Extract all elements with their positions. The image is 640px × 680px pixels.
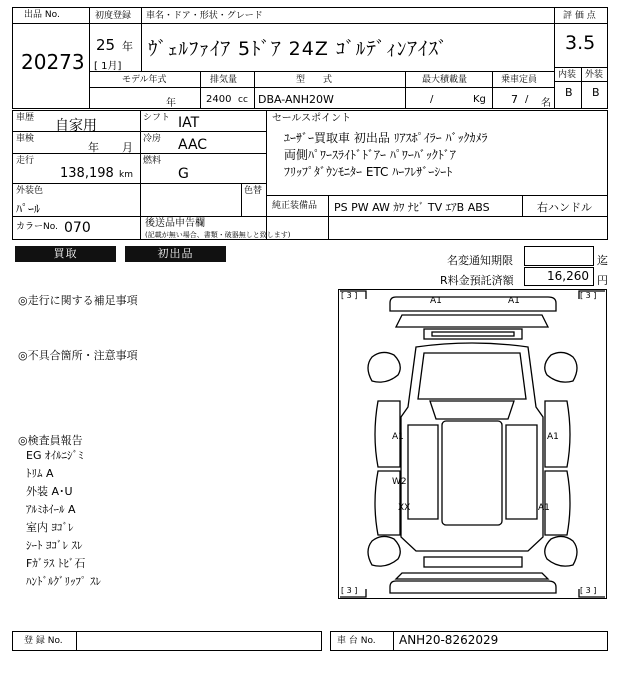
type-label: 型 式 — [296, 75, 333, 85]
score-value: 3.5 — [565, 32, 596, 54]
name-change-label: 名変通知期限 — [447, 254, 513, 267]
color-no-value: 070 — [64, 220, 91, 236]
sales-point-line: 両側ﾊﾟﾜｰｽﾗｲﾄﾞﾄﾞｱｰ ﾊﾟﾜｰﾊﾞｯｸﾄﾞｱ — [284, 148, 456, 162]
report-line: ｱﾙﾐﾎｲｰﾙ A — [26, 503, 76, 516]
divider — [328, 195, 329, 216]
inspection-year-unit: 年 — [88, 141, 99, 154]
divider — [12, 183, 266, 184]
recycle-label: R料金預託済額 — [440, 274, 514, 287]
corner-label-top-left: [ 3 ] — [341, 291, 358, 300]
divider — [12, 216, 608, 217]
inspector-report-title: ◎検査員報告 — [18, 434, 83, 447]
displacement-label: 排気量 — [210, 75, 238, 85]
ac-value: AAC — [178, 137, 208, 153]
divider — [581, 67, 582, 109]
max-load-unit: Kg — [473, 94, 486, 105]
history-label: 車歴 — [16, 113, 35, 123]
type-value: DBA-ANH20W — [258, 93, 334, 106]
interior-grade-label: 内装 — [558, 70, 577, 80]
lot-number: 20273 — [21, 50, 85, 74]
capacity-label: 乗車定員 — [501, 75, 538, 85]
fuel-value: G — [178, 166, 189, 182]
model-year-unit: 年 — [166, 98, 176, 109]
damage-mark-right-rear: A1 — [538, 503, 550, 513]
max-load-label: 最大積載量 — [422, 75, 468, 85]
capacity-unit: 名 — [541, 98, 551, 109]
divider — [254, 71, 255, 109]
damage-mark-right-front-door: A1 — [547, 432, 559, 442]
fuel-label: 燃料 — [143, 156, 162, 166]
divider — [140, 110, 141, 240]
divider — [393, 631, 394, 651]
inspection-label: 車検 — [16, 134, 35, 144]
damage-mark-front-left: A1 — [430, 296, 442, 306]
damage-mark-left-front-door: A1 — [392, 432, 404, 442]
report-line: 室内 ﾖｺﾞﾚ — [26, 521, 74, 534]
first-reg-year-unit: 年 — [122, 40, 133, 53]
divider — [141, 23, 142, 71]
model-year-label: モデル年式 — [122, 75, 167, 85]
corner-label-top-right: [ 3 ] — [580, 291, 597, 300]
report-line: ﾊﾝﾄﾞﾙｸﾞﾘｯﾌﾟ ｽﾚ — [26, 575, 101, 588]
first-reg-month: [ 1月] — [94, 61, 122, 72]
damage-mark-front-right: A1 — [508, 296, 520, 306]
color-change-label: 色替 — [244, 186, 263, 196]
first-reg-year: 25 — [96, 36, 116, 54]
score-label: 評 価 点 — [563, 11, 596, 21]
shift-value: IAT — [178, 115, 200, 131]
inspection-month-unit: 月 — [122, 141, 133, 154]
vehicle-name: ｳﾞｪﾙﾌｧｲｱ 5ﾄﾞｱ 24Z ｺﾞﾙﾃﾞｨﾝｱｲｽﾞ — [148, 38, 449, 60]
buy-badge: 買取 — [15, 246, 116, 262]
divider — [76, 631, 77, 651]
divider — [141, 7, 142, 23]
chassis-number: ANH20-8262029 — [399, 633, 499, 647]
recycle-unit: 円 — [597, 274, 608, 287]
chassis-label: 車 台 No. — [337, 636, 376, 646]
divider — [554, 23, 608, 24]
handle-value: 右ハンドル — [537, 201, 592, 214]
report-line: 外装 A･U — [26, 485, 73, 498]
exterior-color-value: ﾊﾟｰﾙ — [16, 202, 41, 216]
divider — [266, 195, 608, 196]
mileage-label: 走行 — [16, 156, 35, 166]
report-line: ﾄﾘﾑ A — [26, 467, 54, 480]
equipment-label: 純正装備品 — [272, 201, 318, 211]
divider — [89, 87, 554, 88]
divider — [89, 23, 554, 24]
recycle-value: 16,260 — [547, 269, 589, 283]
divider — [241, 183, 242, 216]
corner-label-bottom-left: [ 3 ] — [341, 586, 358, 595]
exterior-color-label: 外装色 — [16, 186, 44, 196]
divider — [492, 71, 493, 109]
damage-mark-left-rear-w: W2 — [392, 477, 407, 487]
divider — [328, 216, 329, 240]
name-change-box — [524, 246, 594, 266]
interior-grade: B — [565, 86, 573, 99]
divider — [405, 71, 406, 109]
docs-note: (記載が無い場合、書類・破器無しと致します) — [145, 231, 291, 239]
damage-mark-left-rear-xx: XX — [398, 503, 411, 513]
divider — [554, 81, 608, 82]
ac-label: 冷房 — [143, 134, 162, 144]
report-line: Fｶﾞﾗｽ ﾄﾋﾞ石 — [26, 557, 86, 570]
mileage-unit: km — [119, 170, 133, 180]
vehicle-name-label: 車名・ドア・形状・グレード — [146, 11, 263, 21]
displacement-unit: cc — [238, 95, 248, 105]
shift-label: シフト — [143, 113, 171, 123]
divider — [12, 23, 89, 24]
divider — [12, 131, 266, 132]
equipment-value: PS PW AW ｶﾜ ﾅﾋﾞ TV ｴｱB ABS — [334, 201, 490, 214]
report-line: ｼｰﾄ ﾖｺﾞﾚ ｽﾚ — [26, 539, 83, 552]
first-reg-label: 初度登録 — [95, 11, 132, 21]
exterior-grade: B — [592, 86, 600, 99]
divider — [89, 71, 554, 72]
sales-point-line: ﾌﾘｯﾌﾟﾀﾞｳﾝﾓﾆﾀｰ ETC ﾊｰﾌﾚｻﾞｰｼｰﾄ — [284, 165, 453, 179]
color-no-label: カラーNo. — [16, 222, 58, 232]
car-outline-icon — [338, 289, 607, 599]
sales-point-label: セールスポイント — [272, 113, 352, 124]
displacement-value: 2400 — [206, 94, 232, 105]
reg-no-label: 登 録 No. — [24, 636, 63, 646]
docs-label: 後送品申告欄 — [145, 218, 205, 229]
capacity-separator: / — [525, 94, 529, 105]
max-load-separator: / — [430, 94, 434, 105]
lot-label: 出品 No. — [24, 10, 60, 20]
report-line: EG ｵｲﾙﾆｼﾞﾐ — [26, 449, 84, 462]
name-change-unit: 迄 — [597, 254, 608, 267]
divider — [12, 153, 266, 154]
sales-point-line: ﾕｰｻﾞｰ買取車 初出品 ﾘｱｽﾎﾟｲﾗｰ ﾊﾞｯｸｶﾒﾗ — [284, 131, 488, 145]
history-value: 自家用 — [55, 118, 97, 134]
exterior-grade-label: 外装 — [585, 70, 604, 80]
capacity-value: 7 — [511, 93, 518, 106]
defect-notes-title: ◎不具合箇所・注意事項 — [18, 349, 138, 362]
divider — [522, 195, 523, 216]
divider — [266, 110, 267, 240]
divider — [200, 71, 201, 109]
driving-notes-title: ◎走行に関する補足事項 — [18, 294, 138, 307]
corner-label-bottom-right: [ 3 ] — [580, 586, 597, 595]
mileage-value: 138,198 — [60, 166, 114, 181]
first-listing-badge: 初出品 — [125, 246, 226, 262]
